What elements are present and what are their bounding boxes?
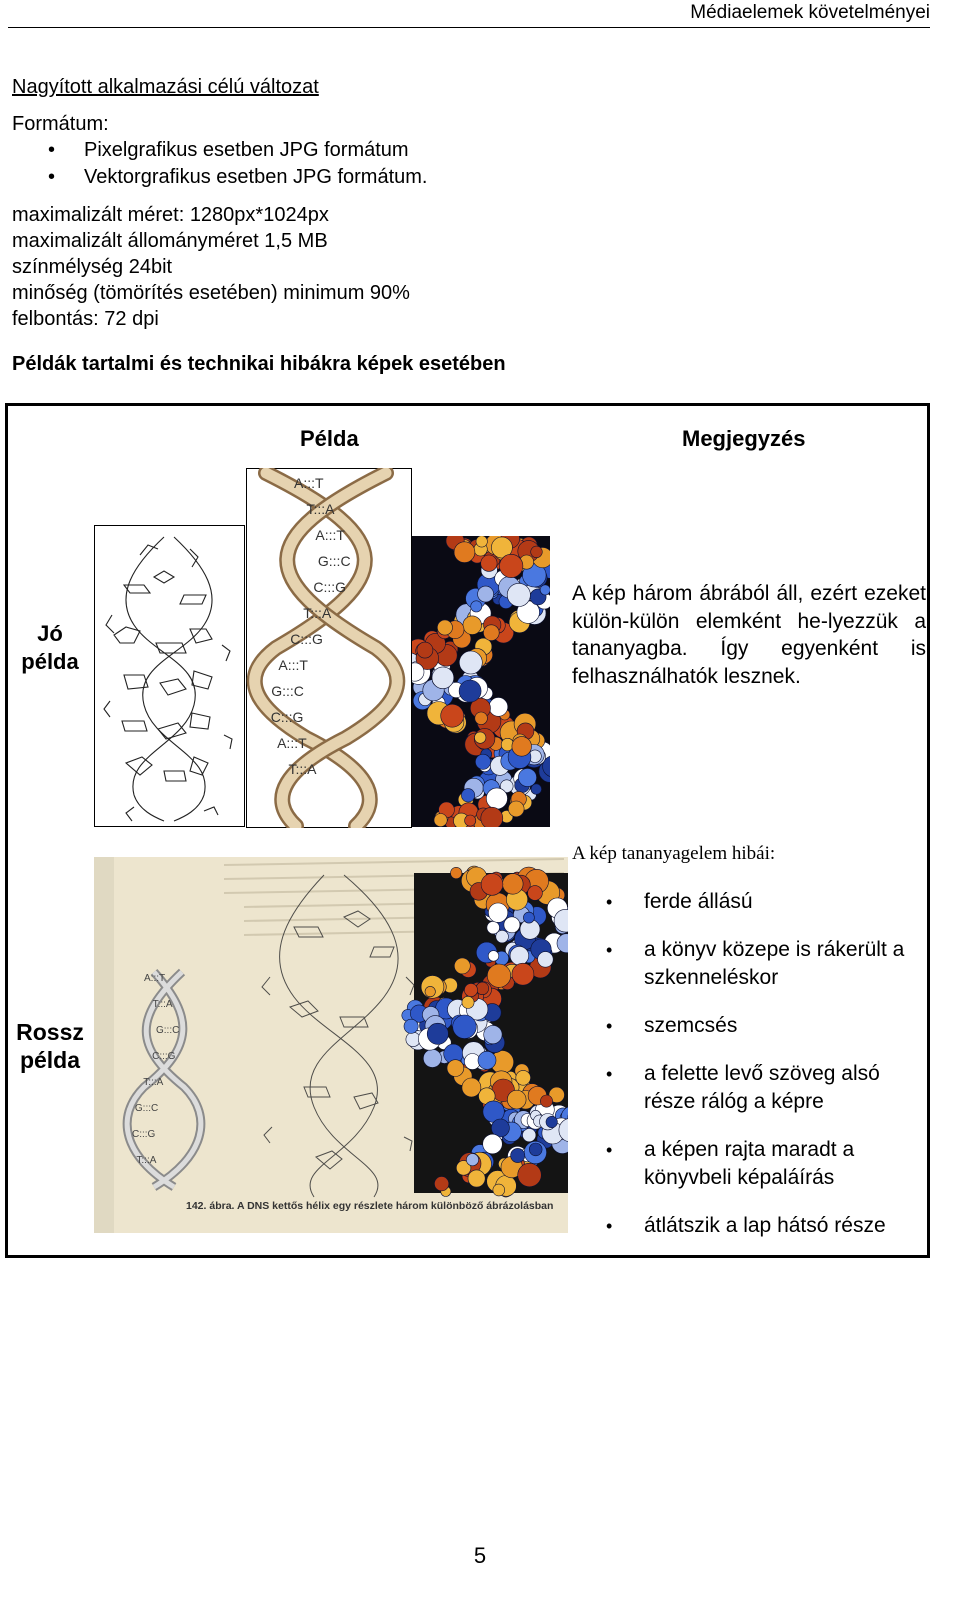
atom-sphere [487, 964, 510, 987]
atom-sphere [504, 917, 520, 933]
bad-example-label: Rossz példa [16, 1019, 84, 1073]
atom-sphere [441, 704, 464, 727]
atom-sphere [471, 601, 482, 612]
base-pair-label: T:::A [306, 501, 335, 517]
atom-sphere [528, 886, 543, 901]
spec-line: felbontás: 72 dpi [12, 308, 159, 330]
good-example-note: A kép három ábrából áll, ezért ezeket külön-külön elemként he-lyezzük a tananyagba. Így egyenként is felhasználhatók lesznek. [572, 582, 926, 688]
running-title: Médiaelemek követelményei [690, 2, 930, 23]
atom-sphere [447, 1060, 464, 1077]
atom-sphere [486, 788, 507, 809]
atom-sphere [476, 536, 487, 547]
dna-spacefill-model [412, 536, 550, 827]
base-pair-label: A:::T [315, 527, 345, 543]
issue-item: • szemcsés [572, 1012, 932, 1040]
atom-sphere [529, 1143, 542, 1156]
atom-sphere [483, 625, 499, 641]
dna-double-helix-labeled [246, 468, 412, 828]
base-pair-label: A:::T [294, 475, 324, 491]
atom-sphere [538, 952, 554, 968]
atom-sphere [432, 667, 454, 689]
atom-sphere [489, 698, 508, 717]
atom-sphere [459, 651, 482, 674]
base-pair-label: C:::G [290, 631, 323, 647]
base-pair-label: A:::T [277, 735, 307, 751]
base-pair-label: G:::C [271, 683, 304, 699]
base-pair-label: C:::G [152, 1051, 176, 1062]
atom-sphere [463, 616, 482, 635]
atom-sphere [454, 542, 475, 563]
atom-sphere [434, 1177, 448, 1191]
atom-sphere [507, 1090, 526, 1109]
base-pair-label: G:::C [134, 1103, 159, 1114]
atom-sphere [478, 1051, 496, 1069]
atom-sphere [512, 737, 532, 757]
atom-sphere [540, 585, 550, 595]
atom-sphere [510, 946, 529, 965]
atom-sphere [500, 554, 523, 577]
atom-sphere [507, 583, 530, 606]
base-pair-label: T:::A [152, 999, 173, 1010]
column-header-note: Megjegyzés [682, 426, 806, 451]
atom-sphere [503, 874, 524, 895]
base-pair-label: T:::A [303, 605, 332, 621]
format-list [12, 137, 428, 191]
format-label: Formátum: [12, 113, 109, 135]
column-header-example: Példa [300, 426, 359, 451]
base-pair-label: C:::G [132, 1129, 156, 1140]
issue-item: • a képen rajta maradt a könyvbeli képaláírás [572, 1136, 932, 1192]
atom-sphere [453, 1015, 477, 1039]
atom-sphere [465, 815, 476, 826]
bad-example-title: A kép tananyagelem hibái: [572, 843, 776, 864]
atom-sphere [461, 789, 474, 802]
base-pair-label: T:::A [143, 1077, 164, 1088]
atom-sphere [475, 732, 486, 743]
base-pair-label: G:::C [317, 553, 351, 569]
base-pair-label: G:::C [156, 1025, 180, 1036]
atom-sphere [496, 930, 509, 943]
base-pair-label: T:::A [136, 1155, 157, 1166]
atom-sphere [540, 1095, 552, 1107]
atom-sphere [512, 963, 534, 985]
atom-sphere [434, 814, 447, 827]
atom-sphere [425, 986, 435, 996]
atom-sphere [468, 1170, 485, 1187]
atom-sphere [481, 874, 503, 896]
bad-example-issues [572, 888, 932, 1260]
atom-sphere [423, 1049, 441, 1067]
atom-sphere [518, 1163, 542, 1187]
atom-sphere [475, 754, 490, 769]
spec-line: maximalizált méret: 1280px*1024px [12, 204, 329, 226]
dna-line-drawing [94, 525, 245, 827]
issue-item: • a felette levő szöveg alsó része rálóg a képre [572, 1060, 932, 1116]
good-example-label: Jó példa [21, 621, 79, 674]
atom-sphere [518, 768, 536, 786]
format-item: • Vektorgrafikus esetben JPG formátum. [12, 164, 428, 191]
atom-sphere [481, 555, 497, 571]
base-pair-label: A:::T [144, 973, 166, 984]
page-number: 5 [473, 1543, 487, 1568]
atom-sphere [483, 1134, 503, 1154]
atom-sphere [511, 1148, 525, 1162]
subsection-heading: Nagyított alkalmazási célú változat [12, 76, 319, 98]
atom-sphere [462, 1078, 481, 1097]
atom-sphere [481, 807, 503, 827]
atom-sphere [478, 586, 494, 602]
base-pair-label: C:::G [270, 709, 304, 725]
atom-sphere [454, 958, 470, 974]
atom-sphere [476, 982, 489, 995]
atom-sphere [488, 951, 499, 962]
atom-sphere [523, 912, 534, 923]
format-item: • Pixelgrafikus esetben JPG formátum [12, 137, 428, 164]
issue-item: • ferde állású [572, 888, 932, 916]
atom-sphere [417, 642, 433, 658]
base-pair-label: C:::G [313, 579, 347, 595]
atom-sphere [451, 867, 462, 878]
bad-example-scan [94, 857, 568, 1233]
atom-sphere [464, 984, 477, 997]
issue-item: • átlátszik a lap hátsó része [572, 1212, 932, 1240]
atom-sphere [484, 1025, 502, 1043]
atom-sphere [462, 996, 474, 1008]
header-rule [8, 27, 930, 28]
atom-sphere [404, 1019, 418, 1033]
atom-sphere [427, 1023, 448, 1044]
atom-sphere [488, 903, 507, 922]
examples-title: Példák tartalmi és technikai hibákra képek esetében [12, 353, 506, 375]
atom-sphere [466, 1154, 478, 1166]
base-pair-label: T:::A [288, 761, 317, 777]
atom-sphere [437, 620, 452, 635]
atom-sphere [531, 546, 543, 558]
spec-line: minőség (tömörítés esetében) minimum 90% [12, 282, 410, 304]
issue-item: • a könyv közepe is rákerült a szkenneléskor [572, 936, 932, 992]
spec-line: maximalizált állományméret 1,5 MB [12, 230, 328, 252]
spec-line: színmélység 24bit [12, 256, 173, 278]
base-pair-label: A:::T [278, 657, 308, 673]
atom-sphere [546, 1116, 557, 1127]
atom-sphere [475, 712, 488, 725]
atom-sphere [508, 801, 524, 817]
spec-list [12, 202, 410, 332]
atom-sphere [516, 1070, 531, 1085]
atom-sphere [493, 1184, 505, 1196]
scan-caption: 142. ábra. A DNS kettős hélix egy részlete három különböző ábrázolásban [186, 1200, 554, 1212]
atom-sphere [459, 680, 481, 702]
